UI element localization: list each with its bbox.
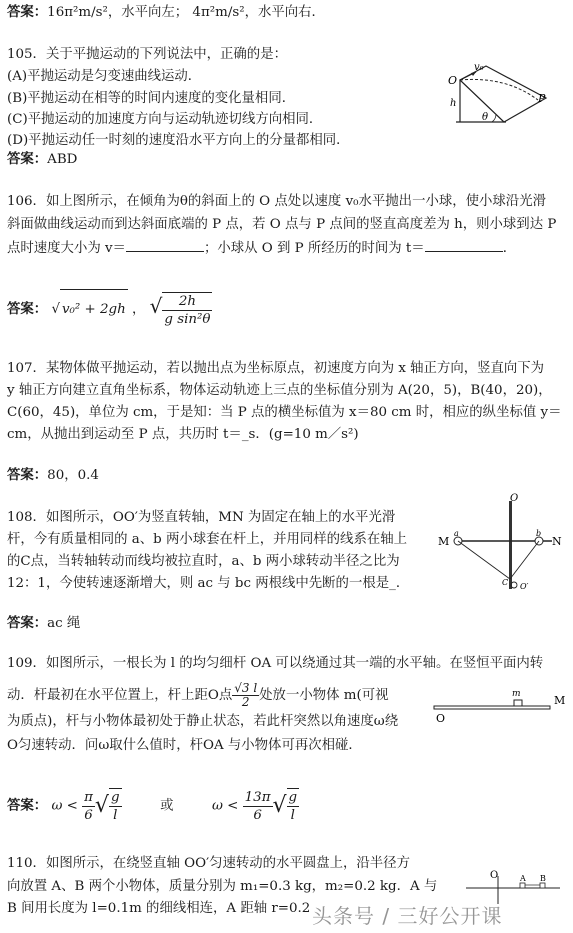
q105-answer <box>7 151 77 169</box>
figure-label-o: O <box>510 493 519 504</box>
figure-label-m: M <box>438 535 450 548</box>
figure-label-b: B <box>540 874 546 883</box>
q109-line2 <box>7 682 388 709</box>
q110-line1: 110．如图所示，在绕竖直轴 OO′匀速转动的水平圆盘上，沿半径方 <box>7 856 410 871</box>
figure-label-o-prime: O′ <box>520 582 529 591</box>
answer-label: 答案： <box>7 798 48 814</box>
q108-line3: 的C点，当转轴转动而线均被拉直时，a、b 两小球转动半径之比为 <box>7 554 400 569</box>
answer-text: 16π²m/s²，水平向左； 4π²m/s²，水平向右． <box>47 5 325 20</box>
q105-option-a: (A)平抛运动是匀变速曲线运动． <box>7 69 202 84</box>
answer-root <box>287 788 300 824</box>
q105-option-d: (D)平抛运动任一时刻的速度沿水平方向上的分量都相同． <box>7 133 350 148</box>
answer-or: 或 <box>160 798 174 814</box>
q107-line1: 107．某物体做平抛运动，若以抛出点为坐标原点，初速度方向为 x 轴正方向，竖直向下为 <box>7 361 545 376</box>
answer-label: 答案： <box>7 152 48 167</box>
answer-label: 答案： <box>7 5 48 20</box>
answer-root-denominator: l <box>113 808 118 823</box>
q106-line1: 106．如上图所示，在倾角为θ的斜面上的 O 点处以速度 v₀水平抛出一小球，使小球沿光滑 <box>7 194 546 209</box>
q105-option-c: (C)平抛运动的加速度方向与运动轨迹切线方向相同． <box>7 112 323 127</box>
answer-root-numerator: g <box>110 790 120 805</box>
q109-text: 处放一小物体 m(可视 <box>259 688 389 703</box>
answer-sqrt-1: v₀² + 2gh <box>60 289 128 330</box>
figure-label-o: O <box>436 712 446 725</box>
answer-fraction-numerator: 2h <box>162 293 212 311</box>
q109-fraction-denominator: 2 <box>241 695 250 709</box>
q108-line2: 杆，今有质量相同的 a、b 两小球套在杆上，并用同样的线系在轴上 <box>7 532 408 547</box>
q107-answer <box>7 467 99 485</box>
answer-fraction-denominator: 6 <box>253 807 262 823</box>
answer-fraction-numerator: 13π <box>244 789 271 805</box>
figure-label-c: C <box>502 578 509 587</box>
figure-label-v0: v₀ <box>474 62 484 73</box>
q109-text: 动．杆最初在水平位置上，杆上距O点 <box>7 688 233 703</box>
answer-text: ac 绳 <box>47 616 81 631</box>
answer-separator: ， <box>132 302 146 317</box>
q106-text: ． <box>502 241 517 256</box>
figure-label-m: m <box>512 689 521 699</box>
figure-label-big-m: M <box>554 694 566 707</box>
q108-line1: 108．如图所示，OO′为竖直转轴，MN 为固定在轴上的水平光滑 <box>7 510 396 525</box>
q108-figure <box>434 493 566 593</box>
answer-fraction <box>243 789 273 824</box>
q107-line4: cm，从抛出到运动至 P 点，共历时 t＝_s．(g=10 m／s²) <box>7 427 359 442</box>
answer-label: 答案： <box>7 302 48 317</box>
q107-line2: y 轴正方向建立直角坐标系，物体运动轨迹上三点的坐标值分别为 A(20，5)，B(40，20)， <box>7 383 552 398</box>
q108-line4: 12：1，今使转速逐渐增大，则 ac 与 bc 两根线中先断的一根是_． <box>7 576 410 591</box>
answer-text: ABD <box>47 152 78 167</box>
top-answer <box>7 4 325 22</box>
q108-answer <box>7 615 80 633</box>
q105-stem: 105．关于平抛运动的下列说法中，正确的是： <box>7 47 287 62</box>
q107-line3: C(60，45)，单位为 cm，于是知：当 P 点的横坐标值为 x＝80 cm 时，相应的纵坐标值 y＝ <box>7 405 562 420</box>
q106-line3 <box>7 238 516 258</box>
answer-root <box>109 788 122 824</box>
figure-label-p: P <box>538 92 546 105</box>
figure-label-o: O <box>490 870 499 881</box>
answer-root-denominator: l <box>290 808 295 823</box>
q109-figure <box>432 686 570 726</box>
answer-root-numerator: g <box>288 790 298 805</box>
figure-label-n: N <box>552 535 562 548</box>
figure-label-a: a <box>454 529 459 538</box>
figure-label-h: h <box>450 98 457 109</box>
q106-blank-v <box>126 238 204 252</box>
figure-label-b: b <box>536 529 542 538</box>
q106-answer: 答案： √ v₀² + 2gh ， √ $\frac{2h}{\text{g sin²θ}}$ <box>7 286 212 326</box>
figure-label-theta: θ <box>482 112 489 123</box>
q106-text: 点时速度大小为 v＝ <box>7 241 126 256</box>
q106-text: ；小球从 O 到 P 所经历的时间为 t＝ <box>203 241 425 256</box>
answer-fraction <box>162 292 212 328</box>
q109-line3: 为质点)，杆与小物体最初处于静止状态，若此杆突然以角速度ω绕 <box>7 714 399 729</box>
q106-line2: 斜面做曲线运动而到达斜面底端的 P 点，若 O 点与 P 点间的竖直高度差为 h，则小球到达 P <box>7 217 557 232</box>
answer-text: 80，0.4 <box>47 468 99 483</box>
q109-line1: 109．如图所示，一根长为 l 的均匀细杆 OA 可以绕通过其一端的水平轴。在竖恒平面内转 <box>7 656 544 671</box>
answer-fraction-denominator: 6 <box>84 807 93 823</box>
figure-label-o: O <box>448 74 458 87</box>
q109-fraction-numerator: √3 l <box>234 681 258 695</box>
q105-figure <box>446 62 558 134</box>
answer-label: 答案： <box>7 616 48 631</box>
answer-fraction-denominator: g sin²θ <box>164 311 211 327</box>
q105-option-b: (B)平抛运动在相等的时间内速度的变化量相同． <box>7 91 296 106</box>
q109-answer: 答案： ω < $\frac{\pi}{6}$ √ $\frac{g}{l}$ 或 ω < $\frac{13\pi}{6}$ √ $\frac{g}{l}$ <box>7 789 298 823</box>
q110-line2: 向放置 A、B 两个小物体，质量分别为 m₁=0.3 kg，m₂=0.2 kg．A 与 <box>7 879 438 894</box>
answer-fraction-numerator: π <box>84 789 93 805</box>
answer-label: 答案： <box>7 468 48 483</box>
q106-blank-t <box>425 238 503 252</box>
q109-line4: O匀速转动．问ω取什么值时，杆OA 与小物体可再次相碰． <box>7 738 362 753</box>
figure-label-a: A <box>520 874 526 883</box>
watermark: 头条号 / 三好公开课 <box>312 904 503 928</box>
answer-lhs: ω < <box>211 798 239 814</box>
q109-fraction <box>232 682 259 709</box>
answer-fraction <box>82 789 95 824</box>
answer-lhs: ω < <box>51 798 78 814</box>
q110-line3: B 间用长度为 l=0.1m 的细线相连，A 距轴 r=0.2 <box>7 901 311 916</box>
